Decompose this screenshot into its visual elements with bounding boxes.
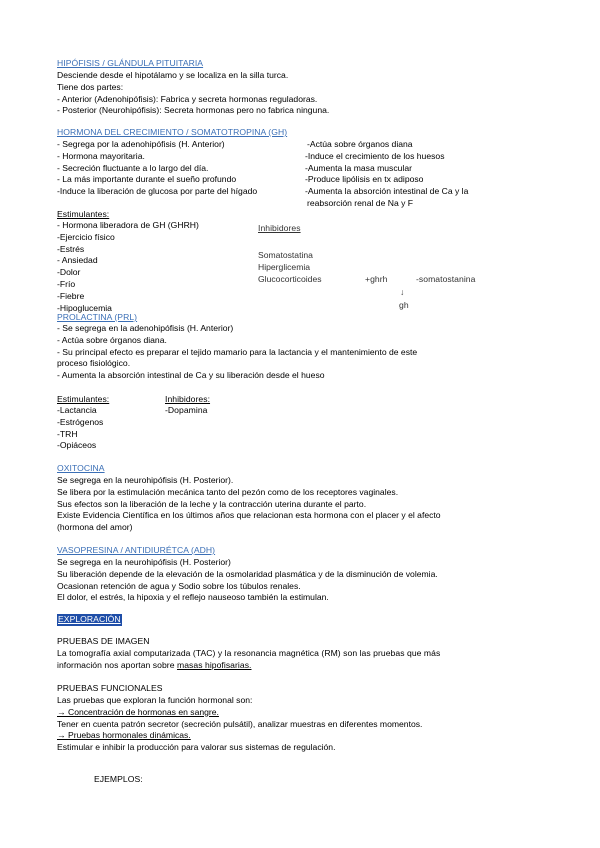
text-line: - Secreción fluctuante a lo largo del día. — [57, 162, 209, 173]
text-line: - Actúa sobre órganos diana. — [57, 334, 167, 345]
prl-inhibitors-title: Inhibidores: — [165, 394, 211, 404]
list-item: -Estrógenos — [57, 416, 104, 427]
text-line: - Posterior (Neurohipófisis): Secreta hormonas pero no fabrica ninguna. — [57, 105, 330, 116]
list-item: Somatostatina — [258, 250, 313, 260]
list-item: Hiperglicemia — [258, 261, 311, 272]
text-line: Estimular e inhibir la producción para valorar sus sistemas de regulación. — [57, 742, 336, 753]
list-item: -Hipoglucemia — [57, 302, 112, 313]
text-line: proceso fisiológico. — [57, 358, 131, 369]
list-item: -Dopamina — [165, 405, 208, 415]
gh-stimulants-list — [57, 220, 199, 314]
list-item: - Ansiedad — [57, 255, 98, 266]
text-line: - Anterior (Adenohipófisis): Fabrica y secreta hormonas reguladoras. — [57, 93, 318, 104]
gh-stimulants-title: Estimulantes: — [57, 209, 110, 219]
gh-note-ghrh: +ghrh — [365, 274, 388, 284]
gh-left-column — [57, 139, 257, 198]
text-line: - Hormona mayoritaria. — [57, 150, 145, 161]
text-line: → Concentración de hormonas en sangre. — [57, 706, 219, 717]
text-fragment: información nos aportan sobre — [57, 660, 177, 670]
section-title-exploracion: EXPLORACIÓN — [58, 614, 121, 624]
gh-note-gh: gh — [399, 300, 409, 310]
text-line: reabsorción renal de Na y F — [307, 197, 414, 208]
text-line: - Aumenta la absorción intestinal de Ca y su liberación desde el hueso — [57, 370, 325, 381]
list-item: -Dolor — [57, 267, 81, 278]
text-line: -Produce lipólisis en tx adiposo — [305, 174, 424, 185]
text-line: Tiene dos partes: — [57, 81, 124, 92]
section-title-gh: HORMONA DEL CRECIMIENTO / SOMATOTROPINA (GH) — [57, 127, 288, 137]
text-line: -Aumenta la absorción intestinal de Ca y la — [305, 186, 469, 197]
text-line: La tomografía axial computarizada (TAC) y la resonancia magnética (RM) son las pruebas que más — [57, 648, 441, 658]
prl-text — [57, 323, 417, 382]
text-line — [57, 660, 252, 672]
text-line: → Pruebas hormonales dinámicas. — [57, 730, 191, 741]
text-line: Desciende desde el hipotálamo y se localiza en la silla turca. — [57, 70, 289, 80]
ejemplos-label: EJEMPLOS: — [94, 774, 143, 784]
hipofisis-text — [57, 70, 329, 117]
gh-inhibitors-list — [258, 250, 322, 285]
underlined-term: masas hipofisarias. — [176, 660, 252, 670]
text-line: -Induce el crecimiento de los huesos — [305, 150, 445, 161]
text-line: Sus efectos son la liberación de la leche y la contracción uterina durante el parto. — [57, 498, 367, 509]
gh-right-column — [305, 139, 468, 210]
list-item: Glucocorticoides — [258, 273, 322, 284]
text-line: - La más importante durante el sueño profundo — [57, 174, 237, 185]
text-line: -Actúa sobre órganos diana — [307, 139, 413, 149]
section-title-hipofisis: HIPÓFISIS / GLÁNDULA PITUITARIA — [57, 58, 204, 68]
text-line: Existe Evidencia Científica en los últimos años que relacionan esta hormona con el placer y el afecto — [57, 510, 441, 521]
list-item: -Lactancia — [57, 405, 97, 415]
list-item: -TRH — [57, 428, 78, 439]
section-title-prolactina: PROLACTINA (PRL) — [57, 312, 138, 322]
text-line: -Induce la liberación de glucosa por parte del hígado — [57, 186, 258, 197]
section-title-adh: VASOPRESINA / ANTIDIURÉTCA (ADH) — [57, 545, 216, 555]
gh-note-somatostatin: -somatostanina — [416, 274, 476, 284]
text-line: Se segrega en la neurohipófisis (H. Posterior) — [57, 557, 231, 567]
text-line: El dolor, el estrés, la hipoxia y el reflejo nauseoso también la estimulan. — [57, 592, 329, 603]
text-line: Se segrega en la neurohipófisis (H. Posterior). — [57, 475, 234, 485]
list-item: -Frío — [57, 278, 76, 289]
gh-inhibitors-title: Inhibidores — [258, 223, 301, 233]
text-line: Se libera por la estimulación mecánica tanto del pezón como de los receptores vaginales. — [57, 486, 399, 497]
text-line: Ocasionan retención de agua y Sodio sobre los túbulos renales. — [57, 580, 301, 591]
text-line: Su liberación depende de la elevación de la osmolaridad plasmática y de la disminución de volemia. — [57, 568, 438, 579]
list-item: -Opiáceos — [57, 440, 97, 451]
text-line: Tener en cuenta patrón secretor (secreción pulsátil), analizar muestras en diferentes momentos. — [57, 718, 423, 729]
text-line: - Su principal efecto es preparar el tejido mamario para la lactancia y el mantenimiento de este — [57, 346, 418, 357]
arrow-down-icon: ↓ — [400, 287, 405, 297]
prl-stimulants-list — [57, 405, 103, 452]
text-line: Las pruebas que exploran la función hormonal son: — [57, 695, 253, 705]
oxitocina-text — [57, 475, 441, 534]
text-line: -Aumenta la masa muscular — [305, 162, 412, 173]
list-item: -Ejercicio físico — [57, 231, 115, 242]
prl-stimulants-title: Estimulantes: — [57, 394, 110, 404]
section-title-oxitocina: OXITOCINA — [57, 463, 105, 473]
text-line: - Segrega por la adenohipófisis (H. Anterior) — [57, 139, 225, 149]
text-line: (hormona del amor) — [57, 522, 133, 533]
list-item: - Hormona liberadora de GH (GHRH) — [57, 220, 199, 230]
subsection-title-imagen: PRUEBAS DE IMAGEN — [57, 636, 150, 646]
list-item: -Fiebre — [57, 290, 85, 301]
text-line: - Se segrega en la adenohipófisis (H. Anterior) — [57, 323, 234, 333]
subsection-title-funcionales: PRUEBAS FUNCIONALES — [57, 683, 163, 693]
funcionales-text — [57, 695, 422, 754]
adh-text — [57, 557, 438, 604]
list-item: -Estrés — [57, 243, 85, 254]
